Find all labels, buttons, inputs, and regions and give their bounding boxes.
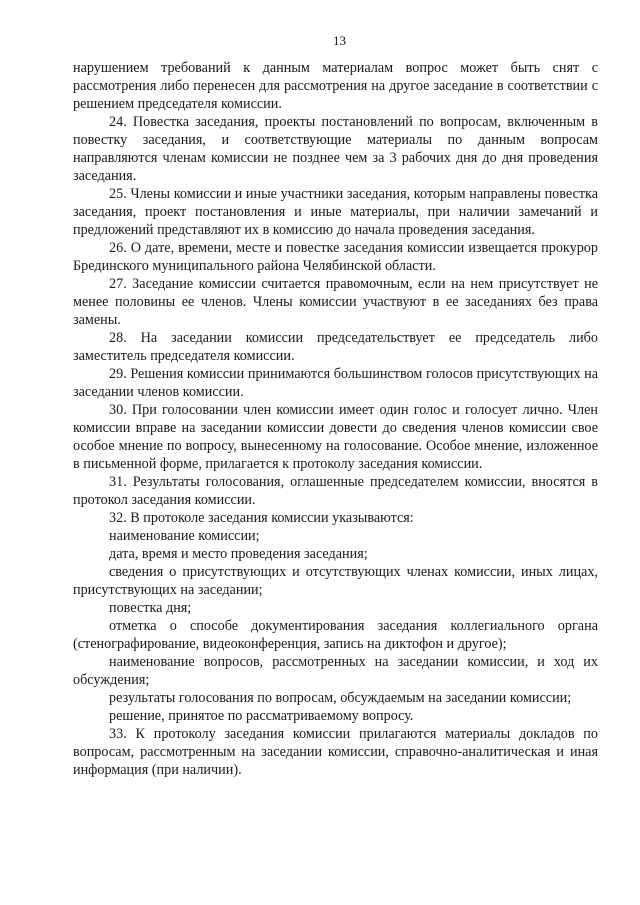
list-item-decision: решение, принятое по рассматриваемому вопросу. — [109, 708, 414, 724]
list-item-attendees: сведения о присутствующих и отсутствующих членах комиссии, иных лицах, присутствующих на заседании; — [73, 564, 598, 598]
list-item-documentation-method: отметка о способе документирования заседания коллегиального органа (стенографирование, видеоконференция, запись на диктофон и другое); — [73, 618, 598, 652]
list-item-date-time-place: дата, время и место проведения заседания; — [109, 546, 368, 562]
paragraph-29: 29. Решения комиссии принимаются большинством голосов присутствующих на заседании членов комиссии. — [73, 366, 598, 400]
paragraph-31: 31. Результаты голосования, оглашенные председателем комиссии, вносятся в протокол заседания комиссии. — [73, 474, 598, 508]
paragraph-24: 24. Повестка заседания, проекты постановлений по вопросам, включенным в повестку заседания, и соответствующие материалы по данным вопросам направляются членам комиссии не позднее чем за 3 рабочих дня до дня проведения заседания. — [73, 114, 598, 184]
paragraph-26: 26. О дате, времени, месте и повестке заседания комиссии извещается прокурор Брединского муниципального района Челябинской области. — [73, 240, 598, 274]
paragraph-32: 32. В протоколе заседания комиссии указываются: — [109, 510, 414, 526]
paragraph-27: 27. Заседание комиссии считается правомочным, если на нем присутствует не менее половины ее членов. Члены комиссии участвуют в ее заседаниях без права замены. — [73, 276, 598, 328]
page-number: 13 — [333, 33, 346, 48]
list-item-voting-results: результаты голосования по вопросам, обсуждаемым на заседании комиссии; — [109, 690, 572, 706]
paragraph-continuation: нарушением требований к данным материалам вопрос может быть снят с рассмотрения либо перенесен для рассмотрения на другое заседание в соответствии с решением председателя комиссии. — [73, 60, 598, 112]
paragraph-30: 30. При голосовании член комиссии имеет один голос и голосует лично. Член комиссии вправе на заседании комиссии довести до сведения членов комиссии свое особое мнение по вопросу, вынесенному на голосование. Особое мнение, изложенное в письменной форме, прилагается к протоколу заседания комиссии. — [73, 402, 598, 472]
paragraph-28: 28. На заседании комиссии председательствует ее председатель либо заместитель председателя комиссии. — [73, 330, 598, 364]
paragraph-25: 25. Члены комиссии и иные участники заседания, которым направлены повестка заседания, проект постановления и иные материалы, при наличии замечаний и предложений представляют их в комиссию до начала проведения заседания. — [73, 186, 598, 238]
paragraph-33: 33. К протоколу заседания комиссии прилагаются материалы докладов по вопросам, рассмотренным на заседании комиссии, справочно-аналитическая и иная информация (при наличии). — [73, 726, 598, 778]
list-item-commission-name: наименование комиссии; — [109, 528, 260, 544]
list-item-agenda: повестка дня; — [109, 600, 192, 616]
list-item-questions-discussion: наименование вопросов, рассмотренных на заседании комиссии, и ход их обсуждения; — [73, 654, 598, 688]
